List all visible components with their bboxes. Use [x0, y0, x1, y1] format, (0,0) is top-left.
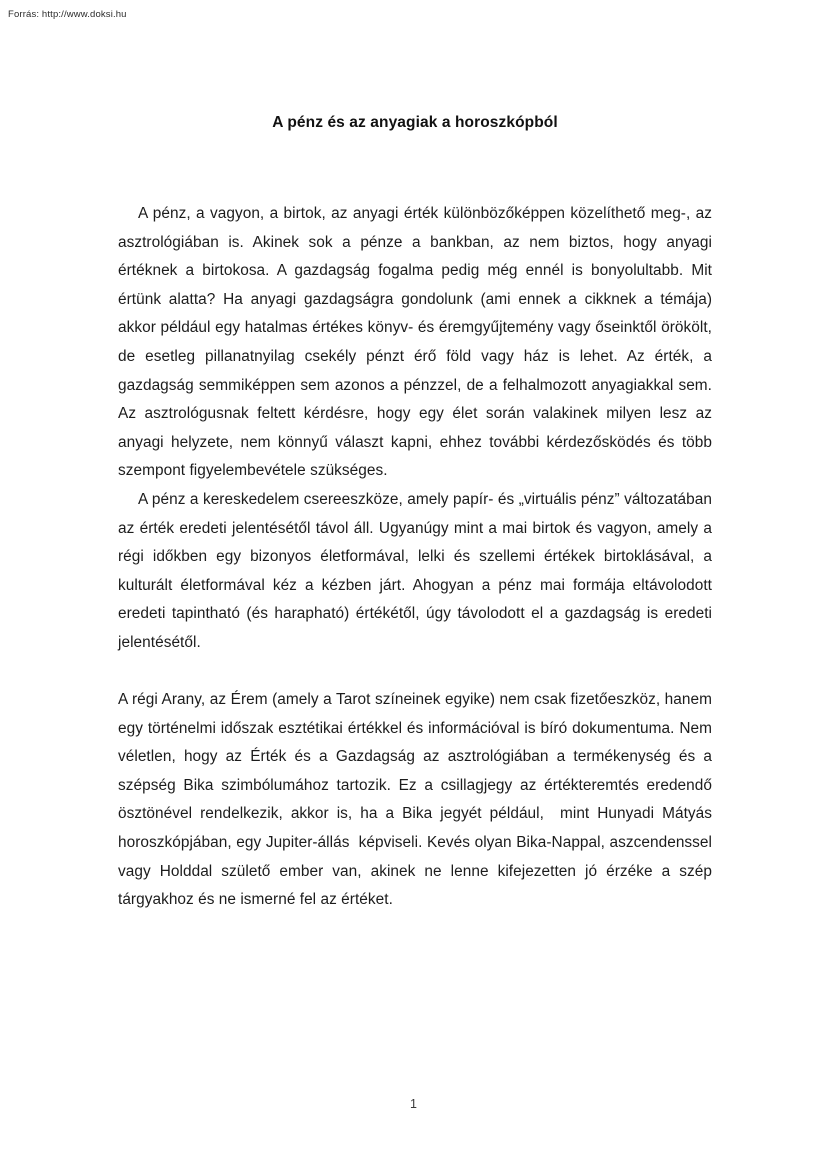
paragraph-1: A pénz, a vagyon, a birtok, az anyagi érték különbözőképpen közelíthető meg-, az asztrológiában is. Akinek sok a pénze a bankban, az nem biztos, hogy anyagi értéknek a birtokosa. A gazdagság fogalma pedig még ennél is bonyolultabb. Mit értünk alatta? Ha anyagi gazdagságra gondolunk (ami ennek a cikknek a témája) akkor például egy hatalmas értékes könyv- és éremgyűjtemény vagy őseinktől örökölt, de esetleg pillanatnyilag csekély pénzt érő föld vagy ház is lehet. Az érték, a gazdagság semmiképpen sem azonos a pénzzel, de a felhalmozott anyagiakkal sem. Az asztrológusnak feltett kérdésre, hogy egy élet során valakinek milyen lesz az anyagi helyzete, nem könnyű választ kapni, ehhez további kérdezősködés és több szempont figyelembevétele szükséges.	[118, 205, 717, 480]
body-text-block	[118, 134, 717, 915]
footer-page-number: 1	[410, 1097, 417, 1111]
page-title: A pénz és az anyagiak a horoszkópból	[272, 114, 558, 131]
paragraph-2: A pénz a kereskedelem csereeszköze, amely papír- és „virtuális pénz” változatában az érték eredeti jelentésétől távol áll. Ugyanúgy mint a mai birtok és vagyon, amely a régi időkben egy bizonyos életformával, lelki és szellemi értékek birtoklásával, a kulturált életformával kéz a kézben járt. Ahogyan a pénz mai formája eltávolodott eredeti tapintható (és harapható) értékétől, úgy távolodott el a gazdagság is eredeti jelentésétől.	[118, 490, 717, 651]
document-content	[118, 0, 717, 915]
paragraph-3: A régi Arany, az Érem (amely a Tarot színeinek egyike) nem csak fizetőeszköz, hanem egy történelmi időszak esztétikai értékkel és információval is bíró dokumentuma. Nem véletlen, hogy az Érték és a Gazdagság az asztrológiában a termékenység és a szépség Bika szimbólumához tartozik. Ez a csillagjegy az értékteremtés eredendő ösztönével rendelkezik, akkor is, ha a Bika jegyét például, mint Hunyadi Mátyás horoszkópjában, egy Jupiter-állás képviseli. Kevés olyan Bika-Nappal, aszcendenssel vagy Holddal születő ember van, akinek ne lenne kifejezetten jó érzéke a szép tárgyakhoz és ne ismerné fel az értéket.	[118, 691, 717, 909]
source-url-header: Forrás: http://www.doksi.hu	[8, 9, 127, 20]
